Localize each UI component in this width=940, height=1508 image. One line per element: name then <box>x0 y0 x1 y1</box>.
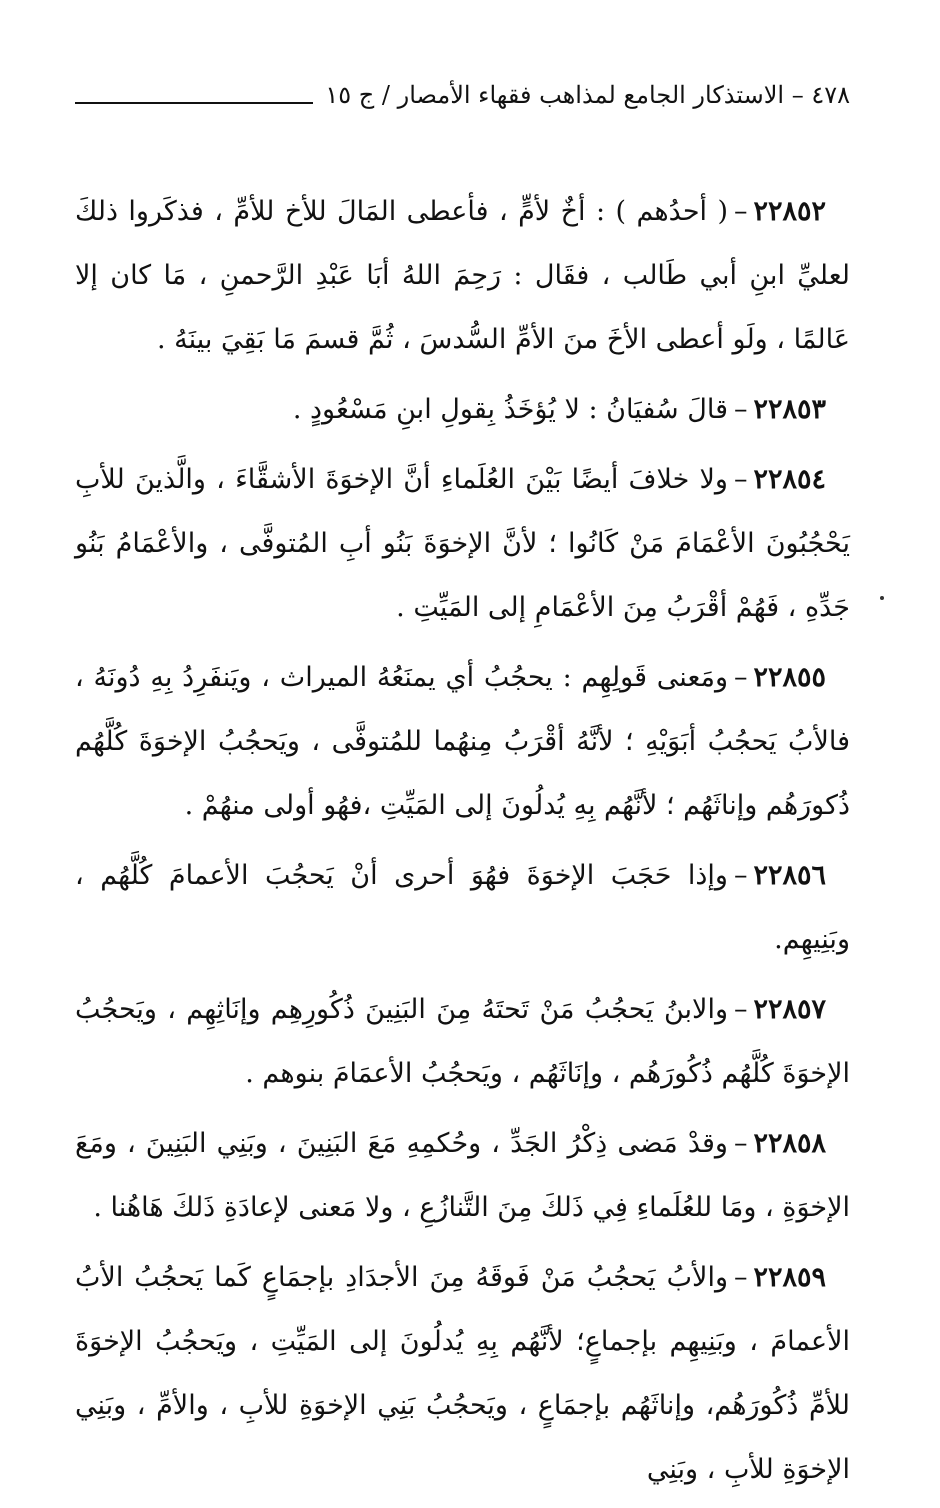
paragraph-number: ٢٢٨٥٧ <box>753 994 826 1025</box>
running-header: ٤٧٨ – الاستذكار الجامع لمذاهب فقهاء الأمصار / ج ١٥ <box>325 81 850 109</box>
paragraph-22857 <box>75 978 850 1106</box>
dash-separator: – <box>733 994 748 1025</box>
paragraph-number: ٢٢٨٥٣ <box>753 394 826 425</box>
dash-separator: – <box>733 860 748 891</box>
paragraph-22856 <box>75 844 850 972</box>
paragraph-text: قالَ سُفيَانُ : لا يُؤخَذُ بِقولِ ابنِ مَسْعُودٍ . <box>292 394 728 425</box>
paragraph-number: ٢٢٨٥٤ <box>753 464 826 495</box>
paragraph-number: ٢٢٨٥٥ <box>753 662 826 693</box>
paragraph-22852 <box>75 180 850 372</box>
dash-separator: – <box>733 662 748 693</box>
dash-separator: – <box>733 394 748 425</box>
main-text <box>75 180 850 1508</box>
paragraph-text: ومَعنى قَولِهِم : يحجُبُ أي يمنَعُهُ الميراث ، ويَنفَرِدُ بِهِ دُونَهُ ، فالأبُ يَحجُبُ أبَوَيْهِ ؛ لأنَّهُ أقْرَبُ مِنهُما للمُتوفَّى ، ويَحجُبُ الإخوَةَ كُلَّهُم ذُكورَهُم وإناثَهُم ؛ لأنَّهُم بِهِ يُدلُونَ إلى المَيِّتِ ،فهُو أولى منهُمْ . <box>75 662 850 821</box>
paragraph-22853 <box>75 378 850 442</box>
paragraph-22858 <box>75 1112 850 1240</box>
paragraph-22855 <box>75 646 850 838</box>
paragraph-text: ( أحدُهم ) : أخٌ لأمٍّ ، فأعطى المَالَ للأخ للأمِّ ، فذكَروا ذلكَ لعليِّ ابنِ أبي طَالب ، فقَال : رَحِمَ اللهُ أبَا عَبْدِ الرَّحمنِ ، مَا كان إلا عَالمًا ، ولَو أعطى الأخَ منَ الأمِّ السُّدسَ ، ثُمَّ قسمَ مَا بَقِيَ بينَهُ . <box>75 196 850 355</box>
paragraph-number: ٢٢٨٥٨ <box>753 1128 826 1159</box>
dash-separator: – <box>733 1128 748 1159</box>
paragraph-text: والأبُ يَحجُبُ مَنْ فَوقَهُ مِنَ الأجدَادِ بإجمَاعٍ كَما يَحجُبُ الأبُ الأعمامَ ، وبَنِيهِم بإجماعٍ؛ لأنَّهُم بِهِ يُدلُونَ إلى المَيِّتِ ، ويَحجُبُ الإخوَةَ للأمِّ ذُكُورَهُم، وإناثَهُم بإجمَاعٍ ، ويَحجُبُ بَنِي الإخوَةِ للأبِ ، والأمِّ ، وبَنِي الإخوَةِ للأبِ ، وبَنِي <box>75 1262 850 1485</box>
dash-separator: – <box>733 464 748 495</box>
paragraph-number: ٢٢٨٥٩ <box>753 1262 826 1293</box>
paragraph-number: ٢٢٨٥٦ <box>753 860 826 891</box>
paragraph-text: والابنُ يَحجُبُ مَنْ تَحتَهُ مِنَ البَنِينَ ذُكُورِهِم وإنَاثِهِم ، ويَحجُبُ الإخوَةَ كُلَّهُم ذُكُورَهُم ، وإنَاثَهُم ، ويَحجُبُ الأعمَامَ بنوهم . <box>75 994 850 1089</box>
dash-separator: – <box>733 196 748 227</box>
paragraph-text: وإذا حَجَبَ الإخوَةَ فهُوَ أحرى أنْ يَحجُبَ الأعمامَ كُلَّهُم ، وبَنِيهِم. <box>75 860 850 955</box>
dash-separator: – <box>733 1262 748 1293</box>
page-header <box>75 70 850 110</box>
paragraph-22854 <box>75 448 850 640</box>
paragraph-text: وقدْ مَضى ذِكْرُ الجَدِّ ، وحُكمِهِ مَعَ البَنِينَ ، وبَنِي البَنِينَ ، ومَعَ الإخوَةِ ، ومَا للعُلَماءِ فِي ذَلكَ مِنَ التَّنازُعِ ، ولا مَعنى لإعادَةِ ذَلكَ هَاهُنا . <box>75 1128 850 1223</box>
header-rule <box>75 102 313 104</box>
margin-dot <box>880 596 884 600</box>
paragraph-number: ٢٢٨٥٢ <box>753 196 826 227</box>
paragraph-22859 <box>75 1246 850 1502</box>
paragraph-text: ولا خلافَ أيضًا بَيْنَ العُلَماءِ أنَّ الإخوَةَ الأشقَّاءَ ، والَّذينَ للأبِ يَحْجُبُونَ الأعْمَامَ مَنْ كَانُوا ؛ لأنَّ الإخوَةَ بَنُو أبِ المُتوفَّى ، والأعْمَامُ بَنُو جَدِّهِ ، فَهُمْ أقْرَبُ مِنَ الأعْمَامِ إلى المَيِّتِ . <box>75 464 850 623</box>
